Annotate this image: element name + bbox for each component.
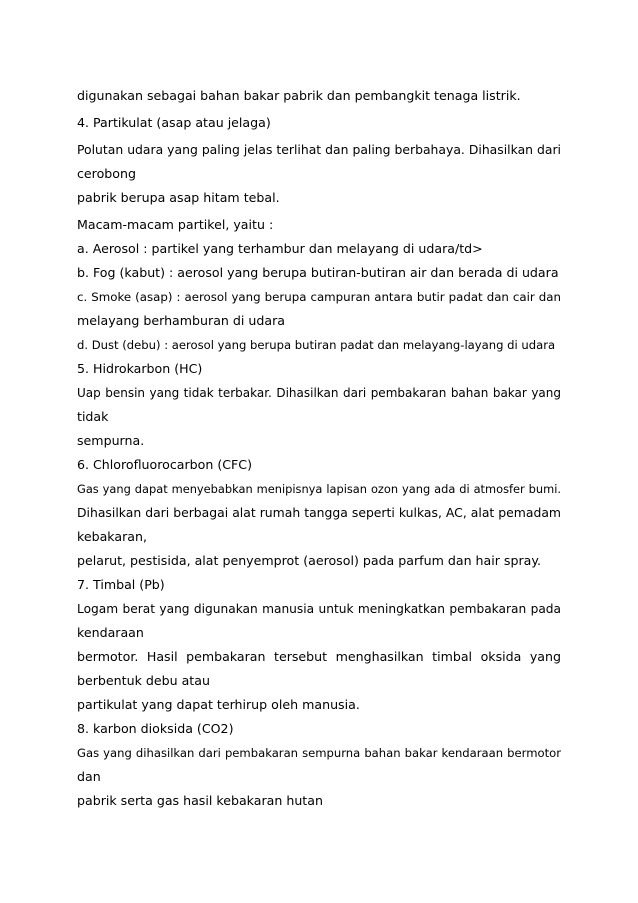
document-body: [77, 84, 561, 813]
text-line: tidak: [77, 409, 109, 424]
text-line: Uap bensin yang tidak terbakar. Dihasilkan dari pembakaran bahan bakar yang: [77, 386, 561, 400]
text-line: pabrik serta gas hasil kebakaran hutan: [77, 793, 323, 808]
section-heading: 5. Hidrokarbon (HC): [77, 361, 203, 376]
list-item: a. Aerosol : partikel yang terhambur dan melayang di udara/td>: [77, 241, 483, 256]
text-line: pabrik berupa asap hitam tebal.: [77, 190, 280, 205]
text-line: Gas yang dihasilkan dari pembakaran sempurna bahan bakar kendaraan bermotor: [77, 746, 561, 760]
text-line: Polutan udara yang paling jelas terlihat dan paling berbahaya. Dihasilkan dari: [77, 142, 561, 157]
list-item: c. Smoke (asap) : aerosol yang berupa campuran antara butir padat dan cair dan: [77, 290, 561, 304]
text-line: dan: [77, 769, 101, 784]
text-line: digunakan sebagai bahan bakar pabrik dan pembangkit tenaga listrik.: [77, 88, 521, 103]
text-line: Logam berat yang digunakan manusia untuk meningkatkan pembakaran pada: [77, 602, 561, 616]
text-line: partikulat yang dapat terhirup oleh manusia.: [77, 697, 360, 712]
list-item: b. Fog (kabut) : aerosol yang berupa butiran-butiran air dan berada di udara: [77, 265, 559, 280]
text-line: sempurna.: [77, 433, 145, 448]
list-item: d. Dust (debu) : aerosol yang berupa butiran padat dan melayang-layang di udara: [77, 338, 556, 352]
section-heading: 8. karbon dioksida (CO2): [77, 721, 234, 736]
text-line: Dihasilkan dari berbagai alat rumah tangga seperti kulkas, AC, alat pemadam: [77, 505, 561, 520]
text-line: cerobong: [77, 166, 136, 181]
section-heading: 7. Timbal (Pb): [77, 577, 165, 592]
section-heading: 6. Chlorofluorocarbon (CFC): [77, 457, 252, 472]
text-line: kendaraan: [77, 625, 144, 640]
text-line: berbentuk debu atau: [77, 673, 210, 688]
text-line: pelarut, pestisida, alat penyemprot (aerosol) pada parfum dan hair spray.: [77, 553, 542, 568]
text-line: Gas yang dapat menyebabkan menipisnya lapisan ozon yang ada di atmosfer bumi.: [77, 482, 561, 496]
text-line: bermotor. Hasil pembakaran tersebut menghasilkan timbal oksida yang: [77, 649, 561, 664]
text-line: Macam-macam partikel, yaitu :: [77, 217, 274, 232]
section-heading: 4. Partikulat (asap atau jelaga): [77, 115, 271, 130]
text-line: melayang berhamburan di udara: [77, 313, 285, 328]
text-line: kebakaran,: [77, 529, 147, 544]
